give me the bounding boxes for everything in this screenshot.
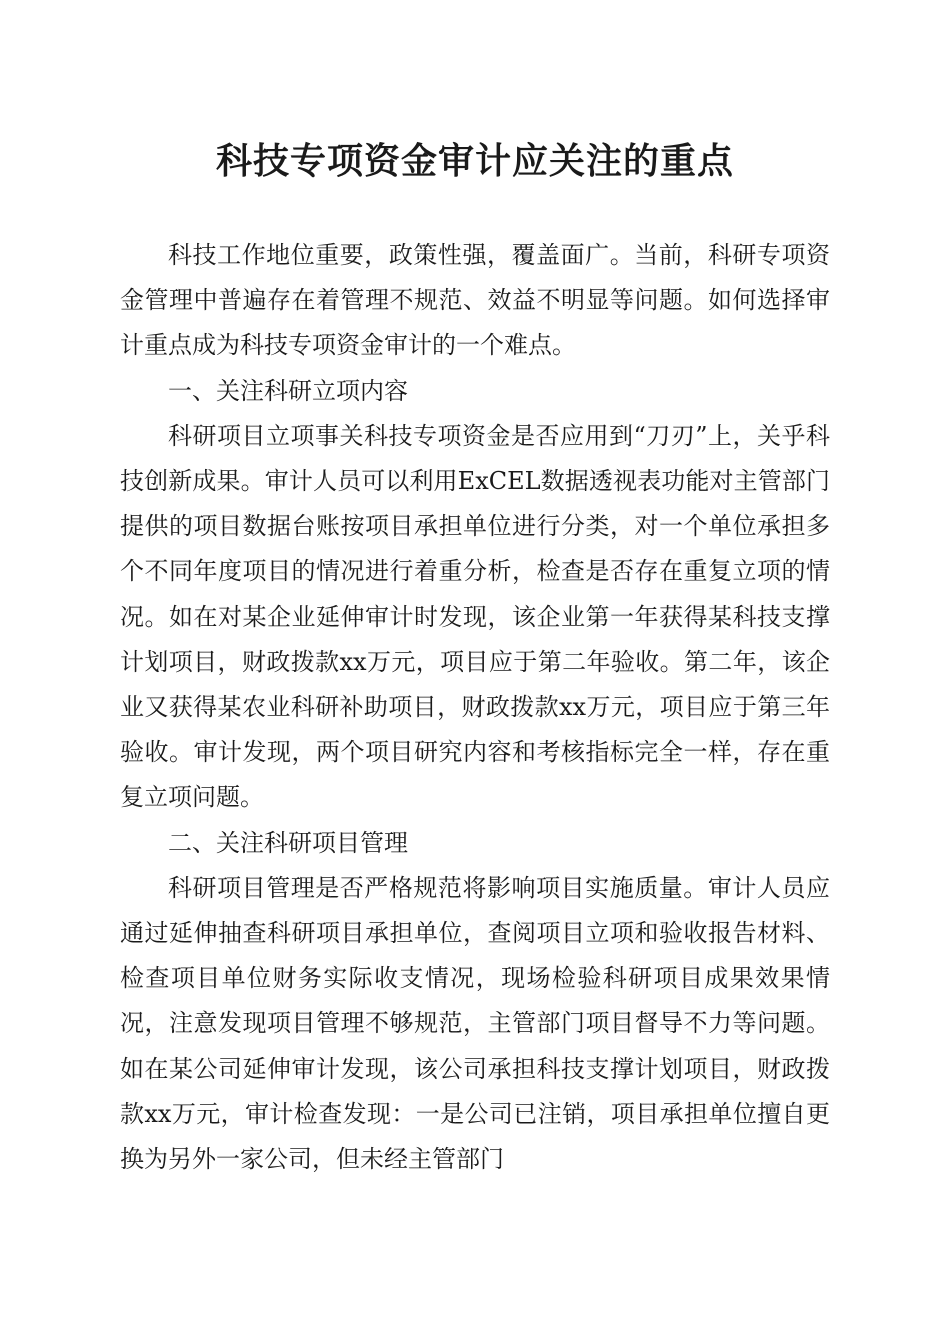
section-heading-1: 一、关注科研立项内容 <box>168 376 408 405</box>
intro-paragraph: 科技工作地位重要，政策性强，覆盖面广。当前，科研专项资金管理中普遍存在着管理不规范、效益不明显等问题。如何选择审计重点成为科技专项资金审计的一个难点。 <box>120 241 830 360</box>
section-paragraph-1: 科研项目立项事关科技专项资金是否应用到“刀刃”上，关乎科技创新成果。审计人员可以利用ExCEL数据透视表功能对主管部门提供的项目数据台账按项目承担单位进行分类，对一个单位承担多个不同年度项目的情况进行着重分析，检查是否存在重复立项的情况。如在对某企业延伸审计时发现，该企业第一年获得某科技支撑计划项目，财政拨款xx万元，项目应于第二年验收。第二年，该企业又获得某农业科研补助项目，财政拨款xx万元，项目应于第三年验收。审计发现，两个项目研究内容和考核指标完全一样，存在重复立项问题。 <box>120 421 830 812</box>
document-title: 科技专项资金审计应关注的重点 <box>215 141 734 182</box>
section-paragraph-2: 科研项目管理是否严格规范将影响项目实施质量。审计人员应通过延伸抽查科研项目承担单位，查阅项目立项和验收报告材料、检查项目单位财务实际收支情况，现场检验科研项目成果效果情况，注意发现项目管理不够规范，主管部门项目督导不力等问题。如在某公司延伸审计发现，该公司承担科技支撑计划项目，财政拨款xx万元，审计检查发现：一是公司已注销，项目承担单位擅自更换为另外一家公司，但未经主管部门 <box>120 873 830 1174</box>
document-body <box>120 233 830 1182</box>
section-heading-2: 二、关注科研项目管理 <box>168 828 408 857</box>
